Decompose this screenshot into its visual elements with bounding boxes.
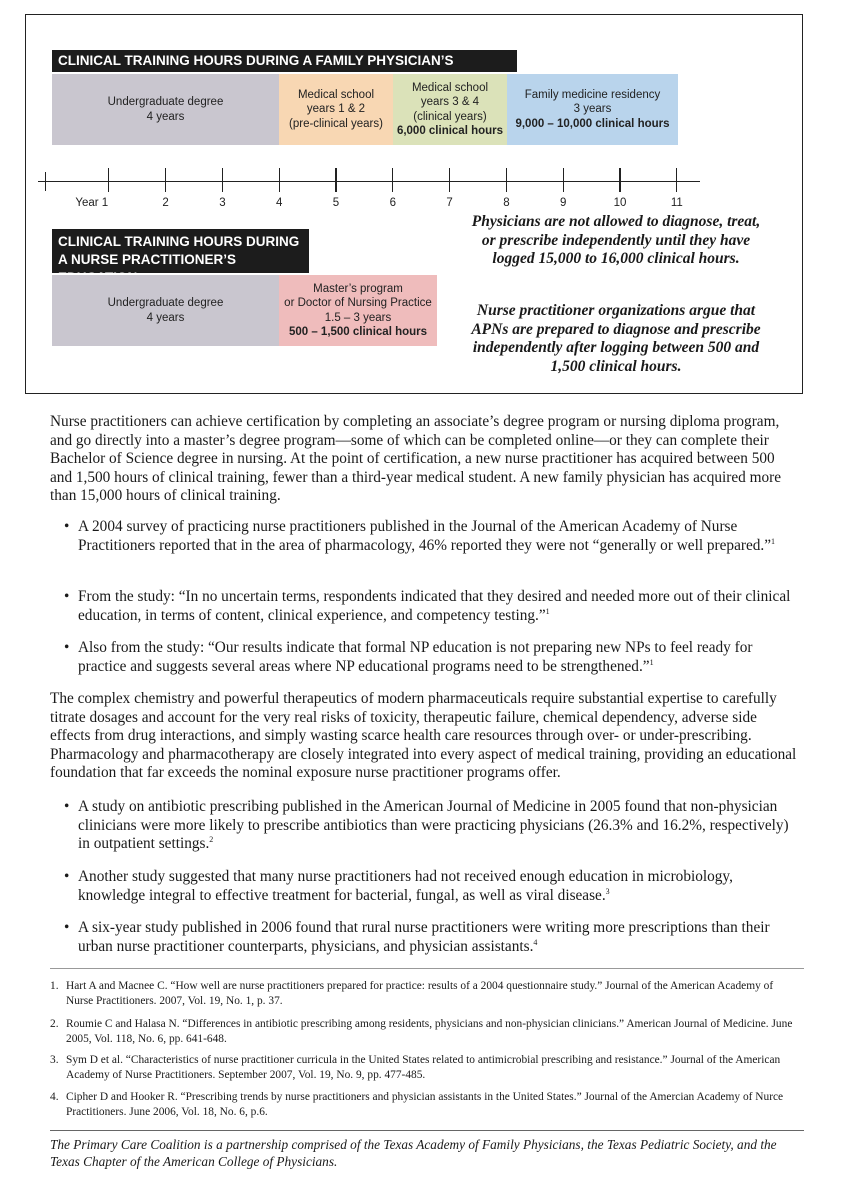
timeline-tick [335,168,336,192]
np-segment-masters [279,275,437,346]
footnote-text: Roumie C and Halasa N. “Differences in antibiotic prescribing among residents, physicians and non-physician clinicians.” American Journal of Medicine. June 2005, Vol. 118, No. 6, pp. 641-648. [66,1018,793,1045]
timeline-label: 2 [162,197,169,209]
physician-segment-residency [507,74,678,145]
np-section-header [52,229,309,273]
bullet-text: A six-year study published in 2006 found that rural nurse practitioners were writing more prescriptions than their urban nurse practitioner counterparts, physicians, and physician assistants. [78,919,770,955]
body-paragraph-1: Nurse practitioners can achieve certification by completing an associate’s degree program or nursing diploma program, and go directly into a master’s degree program—some of which can be completed online—or they can complete their Bachelor of Science degree in nursing. At the point of certification, a new nurse practitioner has acquired between 500 and 1,500 hours of clinical training, fewer than a third-year medical student. A new family physician has acquired more than 15,000 hours of clinical training. [50,413,782,505]
footnote-ref: 1 [649,657,654,667]
segment-line: Undergraduate degree [107,297,224,309]
footnote-text: Sym D et al. “Characteristics of nurse practitioner curricula in the United States related to antimicrobial prescribing and resistance.” Journal of the American Academy of Nurse Practitioners. September 2007, Vol. 19, No. 9, pp. 477-485. [66,1054,781,1081]
segment-line: 4 years [146,311,185,324]
timeline-tick [392,168,393,192]
bullet-item [64,868,800,905]
timeline-label: 3 [219,197,226,209]
segment-line: or Doctor of Nursing Practice [284,297,432,309]
coalition-footer: The Primary Care Coalition is a partnership comprised of the Texas Academy of Family Physicians, the Texas Pediatric Society, and the Texas Chapter of the American College of Physicians. [50,1137,777,1169]
footnote-text: Cipher D and Hooker R. “Prescribing trends by nurse practitioners and physician assistants in the United States.” Journal of the Amercian Academy of Nurce Practitioners. June 2006, Vol. 18, No. 6, p.6. [66,1091,784,1118]
footnote [50,979,802,1009]
footnote-ref: 3 [605,886,610,896]
bullet-text: Another study suggested that many nurse practitioners had not received enough education in microbiology, knowledge integral to effective treatment for bacterial, fungal, as well as viral disease. [78,868,733,904]
segment-hours: 6,000 clinical hours [396,125,504,137]
segment-line: Family medicine residency [524,88,661,101]
timeline-label: 4 [275,197,283,209]
segment-line: Undergraduate degree [107,96,224,108]
segment-line: years 1 & 2 [306,103,366,116]
footnote-text: Hart A and Macnee C. “How well are nurse practitioners prepared for practice: results of a 2004 questionnaire study.” Journal of the American Academy of Nurse Practitioners. 2007, Vol. 19, No. 1, p. 37. [66,980,774,1007]
bullet-item [64,639,800,676]
timeline-label: 5 [332,197,340,209]
bullet-dot-icon: • [64,639,70,656]
bullet-dot-icon: • [64,518,70,535]
segment-line: 3 years [573,103,612,116]
segment-line: (clinical years) [413,110,487,123]
timeline-tick [563,168,564,192]
timeline-tick [108,168,109,192]
bullet-item [64,919,800,956]
timeline-label: 9 [559,197,567,209]
physician-segment-med-school-3-4 [393,74,507,145]
bullet-text: From the study: “In no uncertain terms, respondents indicated that they desired and needed more out of their clinical education, in terms of content, clinical experience, and competency testing.” [78,588,791,624]
bullet-dot-icon: • [64,868,70,885]
segment-hours: 500 – 1,500 clinical hours [288,326,428,338]
footnote [50,1053,802,1083]
bullet-dot-icon: • [64,798,70,815]
segment-line: 1.5 – 3 years [324,311,392,324]
timeline-label: Year 1 [75,197,109,209]
timeline-label: 11 [670,197,683,209]
segment-line: Medical school [297,88,375,101]
bullet-dot-icon: • [64,919,70,936]
note-nurse-practitioners: Nurse practitioner organizations argue that APNs are prepared to diagnose and prescribe independently after logging between 500 and 1,500 clinical hours. [471,302,761,375]
timeline-tick [222,168,223,192]
timeline-tick [506,168,507,192]
timeline-axis [38,181,700,182]
footnote-number: 2. [50,1018,59,1030]
footer-divider [50,1130,804,1131]
bullet-text: A study on antibiotic prescribing published in the American Journal of Medicine in 2005 found that non-physician clinicians were more likely to prescribe antibiotics than were practicing physicians (26.3% and 16.2%, respectively) in outpatient settings. [78,798,789,853]
bullet-text: Also from the study: “Our results indicate that formal NP education is not preparing new NPs to feel ready for practice and suggests several areas where NP educational programs need to be strengthened.” [78,639,753,675]
bullet-text: A 2004 survey of practicing nurse practitioners published in the Journal of the American Academy of Nurse Practitioners reported that in the area of pharmacology, 46% reported they were not “generally or well prepared.” [78,518,772,554]
bullet-item [64,588,800,625]
timeline-label: 10 [613,197,627,209]
timeline-tick [279,168,280,192]
footnote-number: 1. [50,980,59,992]
footnote-ref: 1 [771,536,776,546]
np-header-line-1: CLINICAL TRAINING HOURS DURING [58,234,300,249]
timeline-label: 8 [503,197,510,209]
bullet-dot-icon: • [64,588,70,605]
footnote-ref: 2 [209,835,214,845]
segment-line: (pre-clinical years) [289,117,383,130]
timeline-tick [449,168,450,192]
timeline-tick [676,168,677,192]
segment-line: 4 years [146,110,185,123]
np-segment-undergrad [52,275,279,346]
note-physicians: Physicians are not allowed to diagnose, treat, or prescribe independently until they have logged 15,000 to 16,000 clinical hours. [471,213,761,267]
footnote-number: 3. [50,1054,59,1066]
timeline-label: 7 [446,197,453,209]
physician-segment-med-school-1-2 [279,74,393,145]
bullet-item [64,518,800,555]
bullet-item [64,798,800,854]
np-header-line-2: A NURSE PRACTITIONER’S [58,252,237,267]
footnote [50,1090,802,1120]
segment-line: years 3 & 4 [420,96,480,108]
footnotes-divider [50,968,804,969]
body-paragraph-2: The complex chemistry and powerful therapeutics of modern pharmaceuticals require substantial expertise to carefully titrate dosages and account for the very real risks of toxicity, therapeutic failure, chemical dependency, adverse side effects from drug interactions, and simply wasting scarce health care resources through over- or under-prescribing. Pharmacology and pharmacotherapy are closely integrated into every aspect of medical training, providing an educational foundation that far exceeds the nominal exposure nurse practitioner programs offer. [50,690,797,782]
timeline-tick [45,172,46,191]
timeline-label: 6 [389,197,396,209]
segment-line: Medical school [411,81,489,94]
footnote-ref: 1 [545,606,550,616]
timeline-tick [619,168,620,192]
physician-section-header: CLINICAL TRAINING HOURS DURING A FAMILY PHYSICIAN’S [52,50,517,72]
segment-hours: 9,000 – 10,000 clinical hours [515,117,670,130]
timeline-tick [165,168,166,192]
footnote-number: 4. [50,1091,59,1103]
segment-line: Master’s program [313,282,403,295]
physician-segment-undergrad [52,74,279,145]
footnote [50,1017,802,1047]
footnote-ref: 4 [533,937,538,947]
